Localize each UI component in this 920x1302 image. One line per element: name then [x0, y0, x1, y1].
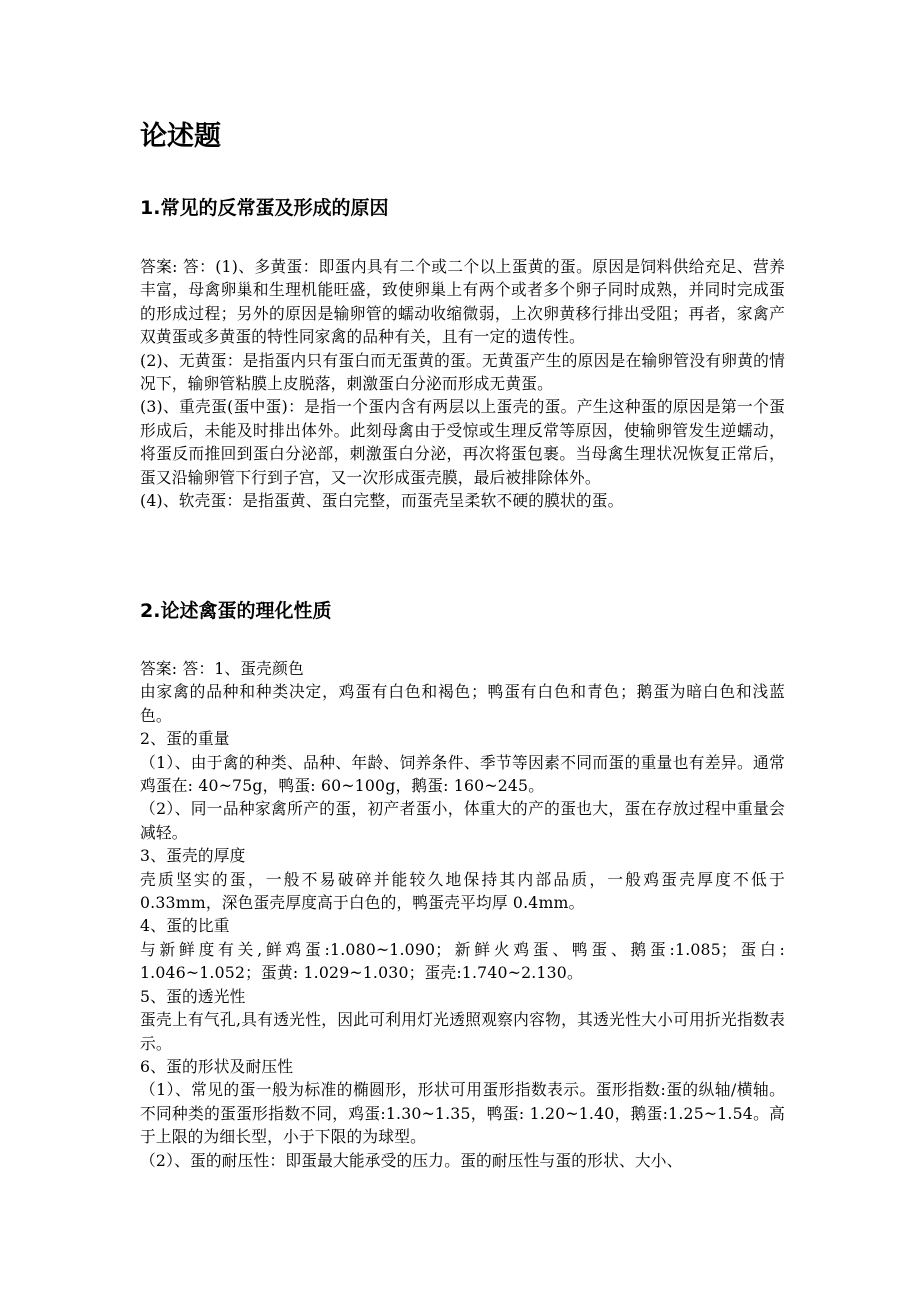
subsection-heading: 3、蛋壳的厚度	[140, 846, 246, 866]
page-title: 论述题	[140, 121, 221, 152]
question-1-heading: 1.常见的反常蛋及形成的原因	[140, 197, 389, 219]
question-1-answer	[140, 255, 785, 512]
answer-paragraph: 蛋壳上有气孔,具有透光性，因此可利用灯光透照观察内容物，其透光性大小可用折光指数表示。	[140, 1010, 785, 1053]
answer-paragraph: （2）、同一品种家禽所产的蛋，初产者蛋小，体重大的产的蛋也大，蛋在存放过程中重量会减轻。	[140, 799, 785, 842]
answer-paragraph: （2）、蛋的耐压性：即蛋最大能承受的压力。蛋的耐压性与蛋的形状、大小、	[140, 1150, 683, 1170]
answer-paragraph: 与新鲜度有关,鲜鸡蛋:1.080~1.090；新鲜火鸡蛋、鸭蛋、鹅蛋:1.085；蛋白: 1.046~1.052；蛋黄: 1.029~1.030；蛋壳:1.740~2.130。	[140, 939, 785, 983]
subsection-heading: 6、蛋的形状及耐压性	[140, 1056, 294, 1076]
answer-paragraph: 由家禽的品种和种类决定，鸡蛋有白色和褐色；鸭蛋有白色和青色；鹅蛋为暗白色和浅蓝色。	[140, 682, 785, 725]
question-2-answer	[140, 657, 785, 1172]
answer-paragraph: (2)、无黄蛋：是指蛋内只有蛋白而无蛋黄的蛋。无黄蛋产生的原因是在输卵管没有卵黄的情况下，输卵管粘膜上皮脱落，刺激蛋白分泌而形成无黄蛋。	[140, 350, 785, 394]
answer-paragraph: (4)、软壳蛋：是指蛋黄、蛋白完整，而蛋壳呈柔软不硬的膜状的蛋。	[140, 491, 624, 511]
answer-paragraph: 壳质坚实的蛋，一般不易破碎并能较久地保持其内部品质，一般鸡蛋壳厚度不低于 0.33mm，深色蛋壳厚度高于白色的，鸭蛋壳平均厚 0.4mm。	[140, 869, 785, 913]
subsection-heading: 2、蛋的重量	[140, 729, 230, 749]
subsection-heading: 4、蛋的比重	[140, 916, 230, 936]
answer-paragraph: 答案: 答：1、蛋壳颜色	[140, 659, 304, 678]
subsection-heading: 5、蛋的透光性	[140, 986, 246, 1006]
answer-paragraph: （1）、常见的蛋一般为标准的椭圆形，形状可用蛋形指数表示。蛋形指数:蛋的纵轴/横轴。不同种类的蛋蛋形指数不同，鸡蛋:1.30~1.35，鸭蛋: 1.20~1.40，鹅蛋:1.25~1.54。高于上限的为细长型，小于下限的为球型。	[140, 1080, 785, 1147]
answer-paragraph: (3)、重壳蛋(蛋中蛋)：是指一个蛋内含有两层以上蛋壳的蛋。产生这种蛋的原因是第一个蛋形成后，未能及时排出体外。此刻母禽由于受惊或生理反常等原因，使输卵管发生逆蠕动，将蛋反而推回到蛋白分泌部，刺激蛋白分泌，再次将蛋包裹。当母禽生理状况恢复正常后，蛋又沿输卵管下行到子宫，又一次形成蛋壳膜，最后被排除体外。	[140, 397, 785, 487]
answer-paragraph: （1）、由于禽的种类、品种、年龄、饲养条件、季节等因素不同而蛋的重量也有差异。通常鸡蛋在: 40~75g，鸭蛋: 60~100g，鹅蛋: 160~245。	[140, 752, 785, 796]
question-2-heading: 2.论述禽蛋的理化性质	[140, 600, 332, 622]
answer-paragraph: 答案: 答：(1)、多黄蛋：即蛋内具有二个或二个以上蛋黄的蛋。原因是饲料供给充足、营养丰富，母禽卵巢和生理机能旺盛，致使卵巢上有两个或者多个卵子同时成熟，并同时完成蛋的形成过程；另外的原因是输卵管的蠕动收缩微弱，上次卵黄移行排出受阻；再者，家禽产双黄蛋或多黄蛋的特性同家禽的品种有关，且有一定的遗传性。	[140, 257, 785, 347]
